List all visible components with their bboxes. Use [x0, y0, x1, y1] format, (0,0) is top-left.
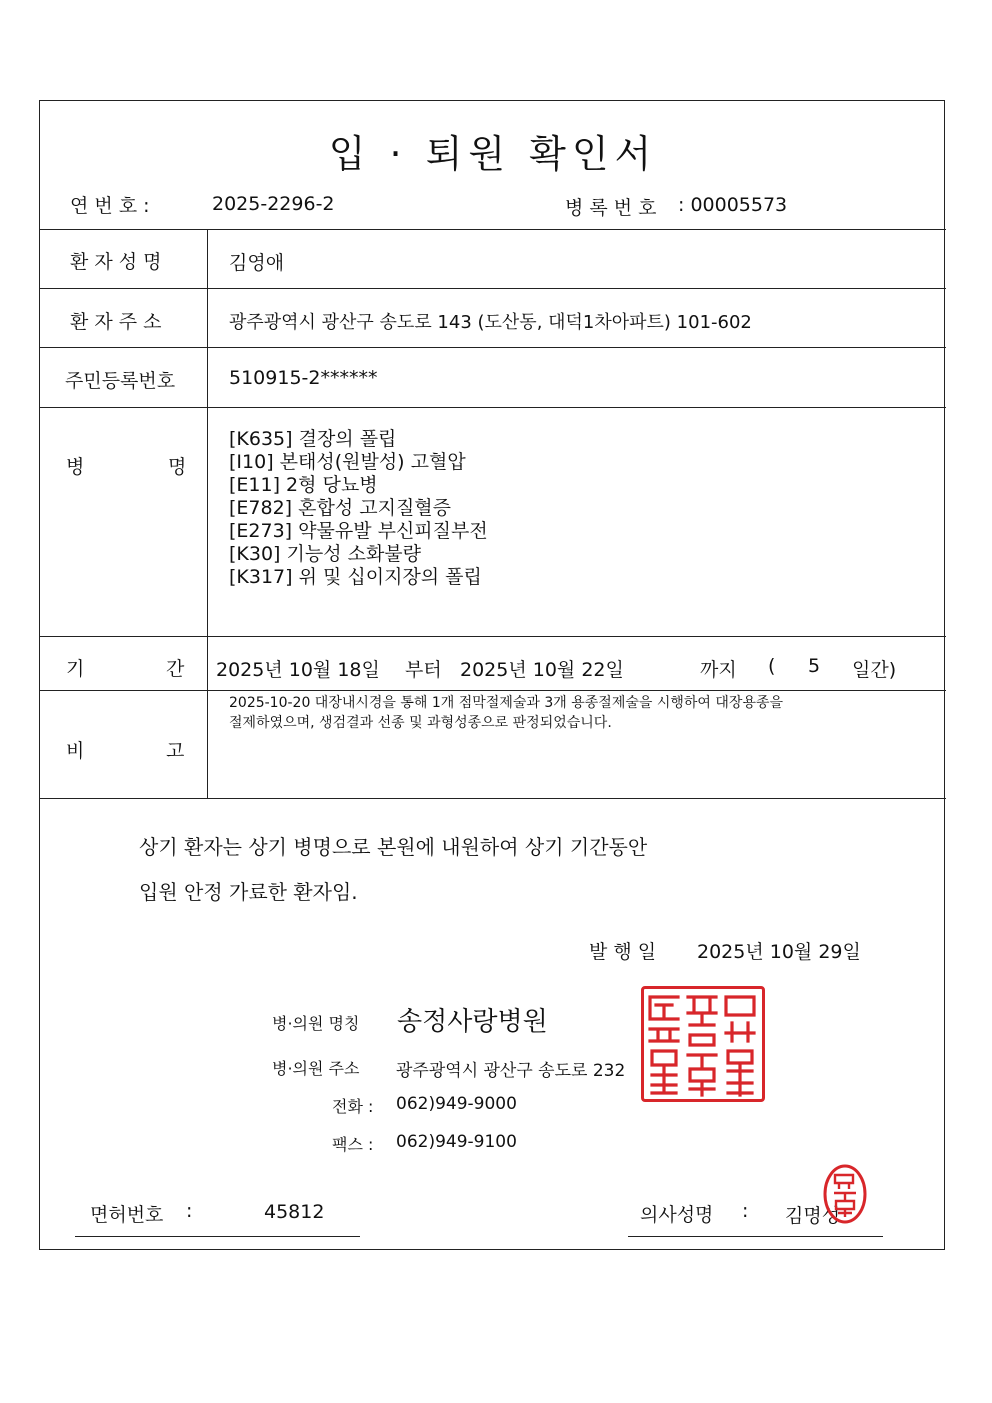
resident-number-label: 주민등록번호	[65, 370, 176, 392]
serial-number-value: 2025-2296-2	[212, 193, 335, 215]
rule	[40, 636, 946, 637]
patient-address-value: 광주광역시 광산구 송도로 143 (도산동, 대덕1차아파트) 101-602	[229, 312, 752, 333]
hospital-address: 광주광역시 광산구 송도로 232	[396, 1061, 626, 1081]
period-until: 까지	[700, 659, 737, 681]
fax-label: 팩스 :	[332, 1135, 374, 1154]
diagnosis-item: [E11] 2형 당뇨병	[229, 474, 378, 496]
doctor-colon: :	[742, 1200, 749, 1222]
record-number-label: 병 록 번 호	[565, 197, 657, 219]
hospital-name: 송정사랑병원	[397, 1007, 548, 1037]
diagnosis-item: [K317] 위 및 십이지장의 폴립	[229, 566, 482, 588]
license-colon: :	[186, 1200, 193, 1222]
rule	[40, 798, 946, 799]
doctor-underline	[628, 1236, 883, 1237]
hospital-name-label: 병·의원 명칭	[272, 1014, 360, 1033]
resident-number-value: 510915-2******	[229, 367, 378, 389]
patient-name-label: 환 자 성 명	[70, 251, 162, 273]
doctor-name: 김명성	[785, 1205, 841, 1227]
period-open-paren: (	[768, 655, 776, 677]
fax-value: 062)949-9100	[396, 1132, 517, 1152]
rule	[40, 229, 946, 230]
period-label-2: 간	[166, 658, 185, 680]
issue-date-value: 2025년 10월 29일	[697, 941, 861, 963]
diagnosis-item: [K30] 기능성 소화불량	[229, 543, 422, 565]
diagnosis-label-1: 병	[66, 456, 85, 478]
license-value: 45812	[264, 1201, 325, 1223]
period-end: 2025년 10월 22일	[460, 659, 624, 681]
table-divider	[207, 229, 208, 798]
doctor-label: 의사성명	[640, 1204, 714, 1226]
phone-value: 062)949-9000	[396, 1094, 517, 1114]
diagnosis-item: [E273] 약물유발 부신피질부전	[229, 520, 488, 542]
period-from: 부터	[405, 659, 442, 681]
certificate-frame	[39, 100, 945, 1250]
diagnosis-item: [E782] 혼합성 고지질혈증	[229, 497, 452, 519]
statement-line: 상기 환자는 상기 병명으로 본원에 내원하여 상기 기간동안	[139, 835, 648, 859]
patient-name-value: 김영애	[229, 252, 285, 274]
rule	[40, 407, 946, 408]
hospital-address-label: 병·의원 주소	[272, 1059, 360, 1078]
hospital-seal-glyphs	[644, 989, 762, 1099]
diagnosis-label-2: 명	[168, 456, 187, 478]
doctor-seal-glyphs	[822, 1163, 868, 1225]
period-label-1: 기	[66, 658, 85, 680]
page-title: 입 · 퇴원 확인서	[328, 132, 658, 176]
period-days: 5	[808, 655, 821, 677]
license-underline	[75, 1236, 360, 1237]
rule	[40, 288, 946, 289]
record-number-value: : 00005573	[678, 194, 788, 216]
diagnosis-item: [K635] 결장의 폴립	[229, 428, 397, 450]
period-start: 2025년 10월 18일	[216, 659, 380, 681]
remarks-label-1: 비	[66, 740, 85, 762]
statement-line: 입원 안정 가료한 환자임.	[139, 880, 358, 904]
patient-address-label: 환 자 주 소	[70, 311, 162, 333]
rule	[40, 347, 946, 348]
remarks-line: 2025-10-20 대장내시경을 통해 1개 점막절제술과 3개 용종절제술을 시행하여 대장용종을	[229, 695, 784, 711]
remarks-line: 절제하였으며, 생검결과 선종 및 과형성종으로 판정되었습니다.	[229, 715, 612, 731]
remarks-label-2: 고	[166, 740, 185, 762]
period-unit: 일간)	[852, 659, 897, 681]
hospital-seal-stamp	[641, 986, 765, 1102]
doctor-seal-stamp	[822, 1163, 868, 1225]
issue-date-label: 발 행 일	[589, 941, 657, 963]
serial-number-label: 연 번 호 :	[70, 195, 150, 217]
rule	[40, 690, 946, 691]
license-label: 면허번호	[90, 1204, 164, 1226]
phone-label: 전화 :	[332, 1097, 374, 1116]
diagnosis-item: [I10] 본태성(원발성) 고혈압	[229, 451, 466, 473]
